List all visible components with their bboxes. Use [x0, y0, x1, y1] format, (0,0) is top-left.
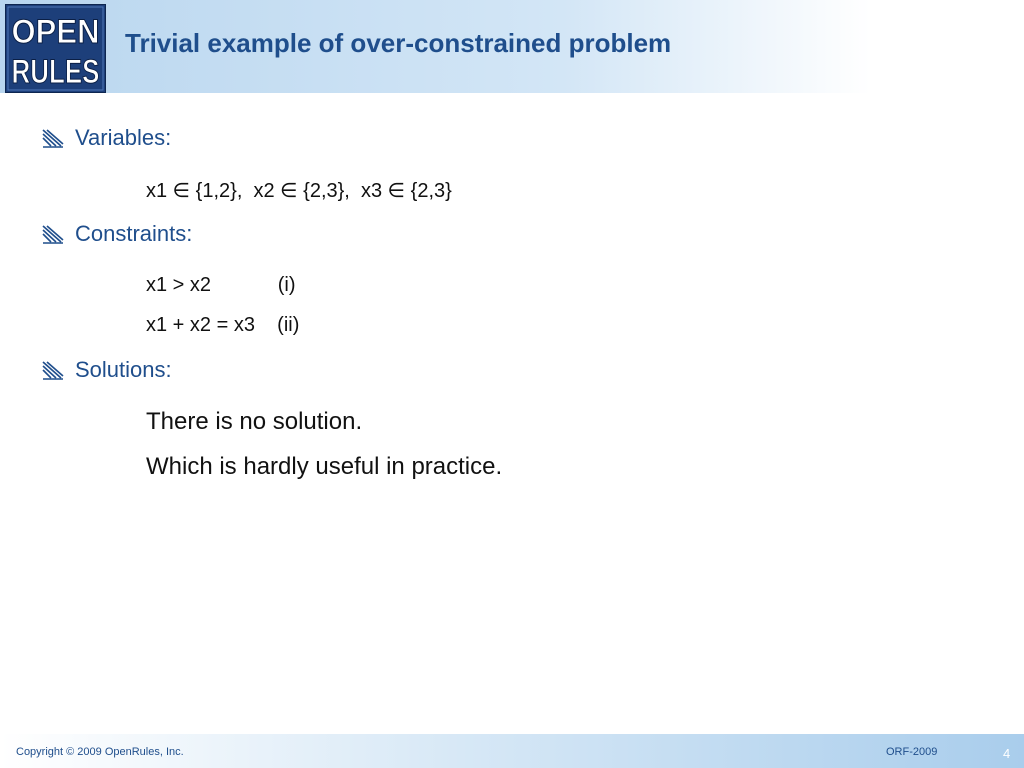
bullet-constraints	[42, 219, 192, 249]
solutions-label: Solutions:	[75, 357, 172, 382]
variables-label: Variables:	[75, 125, 172, 150]
page-number: 4	[1003, 746, 1011, 761]
logo-text-rules: RULES	[11, 53, 100, 91]
diagonal-stripes-bullet-icon	[42, 224, 64, 244]
header-band	[0, 0, 1024, 93]
solution-line-2: Which is hardly useful in practice.	[146, 453, 503, 480]
footer-band	[0, 734, 1024, 768]
bullet-variables	[42, 123, 171, 153]
openrules-logo	[5, 4, 106, 93]
diagonal-stripes-bullet-icon	[42, 128, 64, 148]
footer-copyright: Copyright © 2009 OpenRules, Inc.	[16, 746, 184, 758]
constraints-label: Constraints:	[75, 221, 193, 246]
diagonal-stripes-bullet-icon	[42, 360, 64, 380]
openrules-logo-graphic	[6, 5, 105, 92]
variables-domains: x1 ∈ {1,2}, x2 ∈ {2,3}, x3 ∈ {2,3}	[146, 180, 452, 202]
footer-event: ORF-2009	[886, 746, 938, 758]
bullet-solutions	[42, 355, 172, 385]
constraint-ii: x1 + x2 = x3 (ii)	[146, 314, 300, 336]
constraint-i: x1 > x2 (i)	[146, 274, 296, 296]
slide-title: Trivial example of over-constrained problem	[125, 28, 672, 58]
solution-line-1: There is no solution.	[146, 408, 363, 435]
logo-text-open: OPEN	[11, 13, 100, 51]
